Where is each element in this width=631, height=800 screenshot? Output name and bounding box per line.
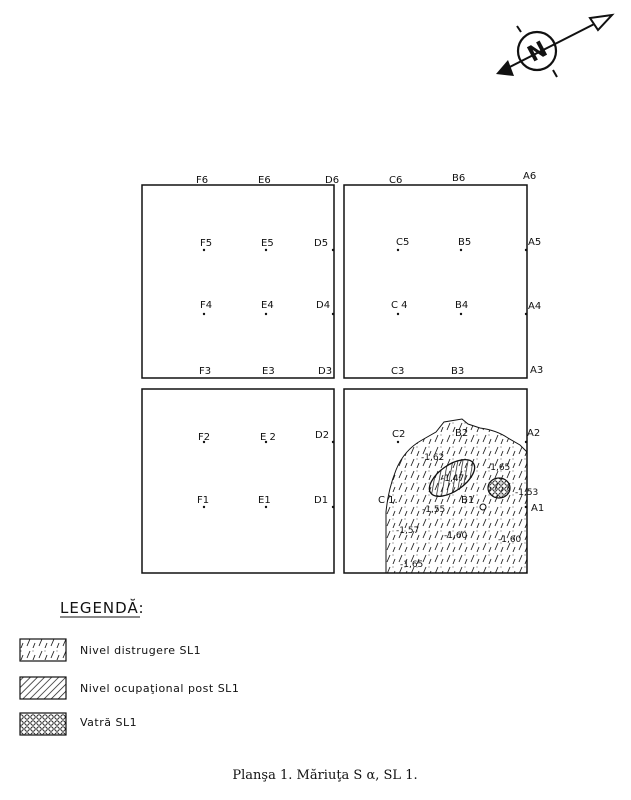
label-B6: B6: [452, 173, 466, 184]
elevation-label: -1,53: [515, 488, 539, 498]
elevation-label: -1,60: [498, 535, 522, 545]
label-B2: B2: [455, 428, 469, 439]
elevation-label: -1,55: [422, 505, 446, 515]
legend-label-occupation: Nivel ocupaţional post SL1: [80, 682, 240, 695]
legend-swatch-destruction: [20, 639, 66, 661]
label-E3: E3: [262, 366, 275, 377]
elevation-label: -1,62: [421, 453, 445, 463]
label-F3: F3: [199, 366, 212, 377]
label-A1: A1: [531, 503, 545, 514]
label-B1: B1: [461, 495, 475, 506]
label-E6: E6: [258, 175, 271, 186]
label-A5: A5: [528, 237, 542, 248]
label-D6: D6: [325, 175, 340, 186]
compass-north-arrow-icon: [496, 15, 612, 77]
label-D3: D3: [318, 366, 333, 377]
label-F5: F5: [200, 238, 213, 249]
compass-letter: N: [523, 36, 552, 68]
label-D4: D4: [316, 300, 331, 311]
square-lower-right: [344, 389, 386, 573]
label-C1: C 1.: [378, 495, 398, 506]
elevation-label: -1,47: [441, 474, 465, 484]
square-upper-left: [142, 185, 334, 378]
legend-swatch-occupation: [20, 677, 66, 699]
label-B4: B4: [455, 300, 469, 311]
label-C4: C 4: [391, 300, 408, 311]
label-A3: A3: [530, 365, 544, 376]
label-E4: E4: [261, 300, 274, 311]
label-E1: E1: [258, 495, 271, 506]
label-A4: A4: [528, 301, 542, 312]
label-B5: B5: [458, 237, 472, 248]
label-C2: C2: [392, 429, 406, 440]
label-C6: C6: [389, 175, 403, 186]
label-F1: F1: [197, 495, 210, 506]
square-lower-left: [142, 389, 334, 573]
elevation-label: -1,60: [444, 531, 468, 541]
label-D1: D1: [314, 495, 329, 506]
plate-caption: Planşa 1. Măriuţa S α, SL 1.: [232, 768, 418, 783]
hearth-patch: [488, 478, 510, 498]
square-upper-right: [344, 185, 527, 378]
label-F2: F2: [198, 432, 211, 443]
legend-title: LEGENDĂ:: [60, 599, 145, 617]
label-D2: D2: [315, 430, 330, 441]
label-E5: E5: [261, 238, 274, 249]
label-F4: F4: [200, 300, 213, 311]
legend-label-hearth: Vatră SL1: [80, 716, 138, 729]
label-E2: E 2: [260, 432, 276, 443]
label-A6: A6: [523, 171, 537, 182]
legend-swatch-hearth: [20, 713, 66, 735]
label-C5: C5: [396, 237, 410, 248]
elevation-label: -1,57: [396, 526, 420, 536]
label-B3: B3: [451, 366, 465, 377]
legend: [20, 598, 239, 735]
label-D5: D5: [314, 238, 329, 249]
label-C3: C3: [391, 366, 405, 377]
elevation-label: -1,65: [487, 463, 511, 473]
label-A2: A2: [527, 428, 541, 439]
label-F6: F6: [196, 175, 209, 186]
elevation-label: -1,65: [400, 560, 424, 570]
legend-label-destruction: Nivel distrugere SL1: [80, 644, 202, 657]
